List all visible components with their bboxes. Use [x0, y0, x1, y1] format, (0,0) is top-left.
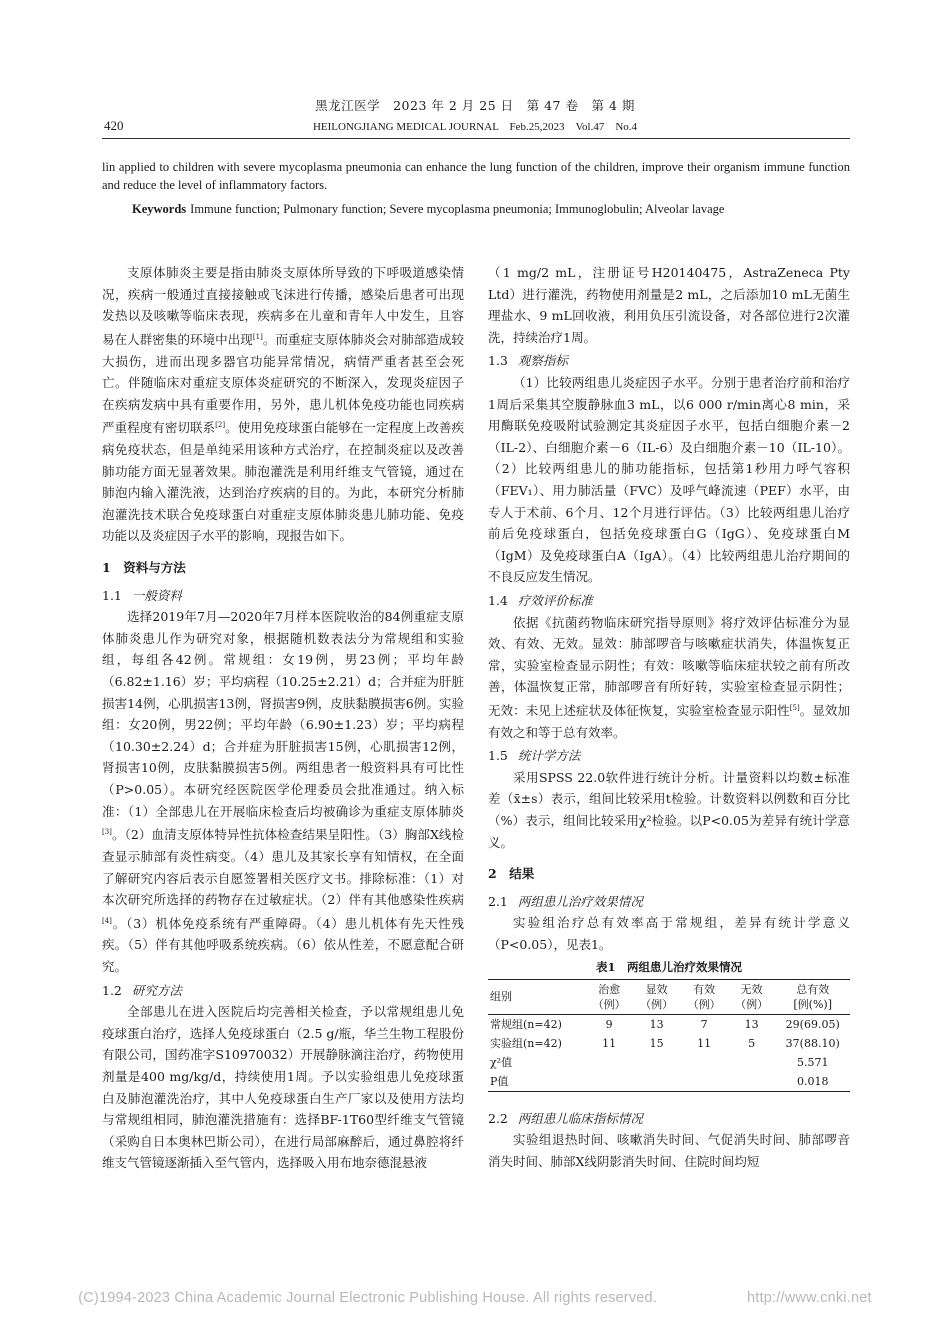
section-1-2-continued: （1 mg/2 mL，注册证号H20140475，AstraZeneca Pty Ltd）进行灌洗，药物使用剂量是2 mL，之后添加10 mL无菌生理盐水、9 mL回收液，利用负压引流设备，对各部位进行2次灌洗，持续治疗1周。 — [488, 265, 850, 345]
table-caption: 表1 两组患儿治疗效果情况 — [595, 959, 742, 974]
table-cell: 11 — [602, 1036, 617, 1050]
cnki-link[interactable]: http://www.cnki.net — [747, 1290, 872, 1306]
section-1-3-heading: 1.3 观察指标 — [488, 353, 568, 369]
table-cell: 37(88.10) — [785, 1036, 840, 1050]
copyright-text: (C)1994-2023 China Academic Journal Electronic Publishing House. All rights reserved. — [78, 1290, 658, 1306]
table-cell: 13 — [728, 1014, 776, 1034]
left-column — [102, 262, 464, 1174]
table-cell: 5.571 — [796, 1055, 829, 1069]
keywords-label: Keywords — [132, 202, 187, 216]
journal-header-en: HEILONGJIANG MEDICAL JOURNAL Feb.25,2023 Vol.47 No.4 — [312, 121, 638, 133]
section-2-heading: 2 结果 — [488, 866, 535, 882]
citation-1[interactable]: [1] — [252, 332, 263, 341]
section-2-2-heading: 2.2 两组患儿临床指标情况 — [488, 1110, 643, 1126]
table-cell: 29(69.05) — [775, 1014, 850, 1034]
section-2-1-paragraph: 实验组治疗总有效率高于常规组，差异有统计学意义（P<0.05），见表1。 — [488, 915, 850, 952]
table-cell: 常规组(n=42) — [488, 1014, 585, 1034]
table-row-chi — [488, 1053, 850, 1072]
keywords-text: Immune function; Pulmonary function; Severe mycoplasma pneumonia; Immunoglobulin; Alveolar lavage — [190, 202, 725, 216]
table-cell: P值 — [488, 1072, 585, 1092]
table-cell: 实验组(n=42) — [490, 1036, 562, 1050]
section-2-1-heading: 2.1 两组患儿治疗效果情况 — [488, 893, 643, 909]
section-1-5-paragraph: 采用SPSS 22.0软件进行统计分析。计量资料以均数±标准差（x̄±s）表示，组间比较采用t检验。计数资料以例数和百分比（%）表示，组间比较采用χ²检验。以P<0.05为差异有统计学意义。 — [488, 769, 850, 850]
section-1-3-paragraph: （1）比较两组患儿炎症因子水平。分别于患者治疗前和治疗1周后采集其空腹静脉血3 mL，以6 000 r/min离心8 min，采用酶联免疫吸附试验测定其炎症因子水平，包括白细胞介素－2（IL-2）、白细胞介素－6（IL-6）及白细胞介素－10（IL-10）。（2）比较两组患儿的肺功能指标，包括第1秒用力呼气容积（FEV₁）、用力肺活量（FVC）及呼气峰流速（PEF）水平，由专人于术前、6个月、12个月进行评估。（3）比较两组患儿治疗前后免疫球蛋白，包括免疫球蛋白G（IgG）、免疫球蛋白M（IgM）及免疫球蛋白A（IgA）。（4）比较两组患儿治疗期间的不良反应发生情况。 — [488, 374, 850, 585]
section-1-1-paragraph: 选择2019年7月—2020年7月样本医院收治的84例重症支原体肺炎患儿作为研究对象，根据随机数表法分为常规组和实验组，每组各42例。常规组：女19例，男23例；平均年龄（6.82±1.16）岁；平均病程（10.25±2.21）d；合并症为肝脏损害14例，心肌损害13例，肾损害9例，皮肤黏膜损害6例。实验组：女20例，男22例；平均年龄（6.90±1.23）岁；平均病程（10.30±2.24）d；合并症为肝脏损害15例，心肌损害12例，肾损害10例，皮肤黏膜损害5例。两组患者一般资料具有可比性（P>0.05）。本研究经医院医学伦理委员会批准通过。纳入标准：（1）全部患儿在开展临床检查后均被确诊为重症支原体肺炎[3]。（2）血清支原体特异性抗体检查结果呈阳性。（3）胸部X线检查显示肺部有炎性病变。（4）患儿及其家长享有知情权，在全面了解研究内容后表示自愿签署相关医疗文书。排除标准：（1）对本次研究所选择的药物存在过敏症状。（2）伴有其他感染性疾病[4]。（3）机体免疫系统有严重障碍。（4）患儿机体有先天性残疾。（5）伴有其他呼吸系统疾病。（6）依从性差，不愿意配合研究。 — [102, 609, 464, 975]
copyright-footer — [0, 1290, 950, 1306]
table-header-cell: 总有效 [例(%)] — [775, 979, 850, 1014]
keywords — [132, 202, 850, 217]
table-cell: 15 — [649, 1036, 664, 1050]
right-column — [488, 262, 850, 1172]
table-header-row — [488, 979, 850, 1014]
section-1-1-heading: 1.1 一般资料 — [102, 587, 182, 603]
table-row — [488, 1014, 850, 1034]
section-2-2-paragraph: 实验组退热时间、咳嗽消失时间、气促消失时间、肺部啰音消失时间、肺部X线阴影消失时间、住院时间均短 — [488, 1132, 850, 1169]
abstract-tail: lin applied to children with severe mycoplasma pneumonia can enhance the lung function of the children, improve their organism immune function and reduce the level of inflammatory factors. — [102, 160, 850, 192]
section-1-4-heading: 1.4 疗效评价标准 — [488, 592, 593, 608]
citation-2[interactable]: [2] — [215, 421, 226, 430]
section-1-2-paragraph: 全部患儿在进入医院后均完善相关检查，予以常规组患儿免疫球蛋白治疗，选择人免疫球蛋白（2.5 g/瓶，华兰生物工程股份有限公司，国药准字S10970032）开展静脉滴注治疗，药物使用剂量是400 mg/kg/d，持续使用1周。予以实验组患儿免疫球蛋白及肺泡灌洗治疗，其中人免疫球蛋白生产厂家以及使用方法均与常规组相同，肺泡灌洗措施有：选择BF-1T60型纤维支气管镜（采购自日本奥林巴斯公司），在进行局部麻醉后，通过鼻腔将纤维支气管镜逐渐插入至气管内，选择吸入用布地奈德混悬液 — [102, 1004, 464, 1171]
citation-4[interactable]: [4] — [102, 916, 112, 925]
table-cell: 5 — [748, 1036, 756, 1050]
header-rule — [102, 138, 850, 139]
table-header-cell: 治愈 （例） — [585, 979, 633, 1014]
section-1-heading: 1 资料与方法 — [102, 560, 186, 576]
table-cell: χ²值 — [490, 1055, 513, 1069]
table-header-cell: 显效 （例） — [633, 979, 681, 1014]
section-1-4-paragraph: 依据《抗菌药物临床研究指导原则》将疗效评估标准分为显效、有效、无效。显效：肺部啰音与咳嗽症状消失，体温恢复正常，实验室检查显示阴性；有效：咳嗽等临床症状较之前有所改善，体温恢复正常，肺部啰音有所好转，实验室检查显示阴性；无效：未见上述症状及体征恢复，实验室检查显示阳性[5]。显效加有效之和等于总有效率。 — [488, 614, 850, 740]
page-number: 420 — [104, 118, 124, 133]
table-cell: 11 — [697, 1036, 712, 1050]
table-cell: 9 — [585, 1014, 633, 1034]
intro-paragraph: 支原体肺炎主要是指由肺炎支原体所导致的下呼吸道感染情况，疾病一般通过直接接触或飞沫进行传播，感染后患者可出现发热以及咳嗽等临床表现，疾病多在儿童和青年人中发生，且容易在人群密集的环境中出现[1]。而重症支原体肺炎会对肺部造成较大损伤，进而出现多器官功能异常情况，病情严重者甚至会死亡。伴随临床对重症支原体炎症研究的不断深入，发现炎症因子在疾病发病中具有重要作用，另外，患儿机体免疫功能也同疾病严重程度有密切联系[2]。使用免疫球蛋白能够在一定程度上改善疾病免疫状态，但是单纯采用该种方式治疗，在控制炎症以及改善肺功能方面无显著效果。肺泡灌洗是利用纤维支气管镜，通过在肺泡内输入灌洗液，达到治疗疾病的目的。为此，本研究分析肺泡灌洗技术联合免疫球蛋白对重症支原体肺炎患儿肺功能、免疫功能以及炎症因子水平的影响，现报告如下。 — [102, 265, 464, 544]
table-row — [488, 1034, 850, 1053]
section-1-2-heading: 1.2 研究方法 — [102, 982, 182, 998]
table-header-cell: 无效 （例） — [728, 979, 776, 1014]
citation-5[interactable]: [5] — [789, 703, 800, 712]
table-row-p — [488, 1072, 850, 1092]
citation-3[interactable]: [3] — [102, 828, 112, 837]
table-header-cell: 有效 （例） — [680, 979, 728, 1014]
table-header-group: 组别 — [488, 979, 585, 1014]
table-cell: 0.018 — [775, 1072, 850, 1092]
table-cell: 7 — [680, 1014, 728, 1034]
journal-header-cn: 黑龙江医学 2023 年 2 月 25 日 第 47 卷 第 4 期 — [315, 98, 635, 113]
section-1-5-heading: 1.5 统计学方法 — [488, 748, 581, 764]
table-cell: 13 — [633, 1014, 681, 1034]
results-table — [488, 960, 850, 1092]
